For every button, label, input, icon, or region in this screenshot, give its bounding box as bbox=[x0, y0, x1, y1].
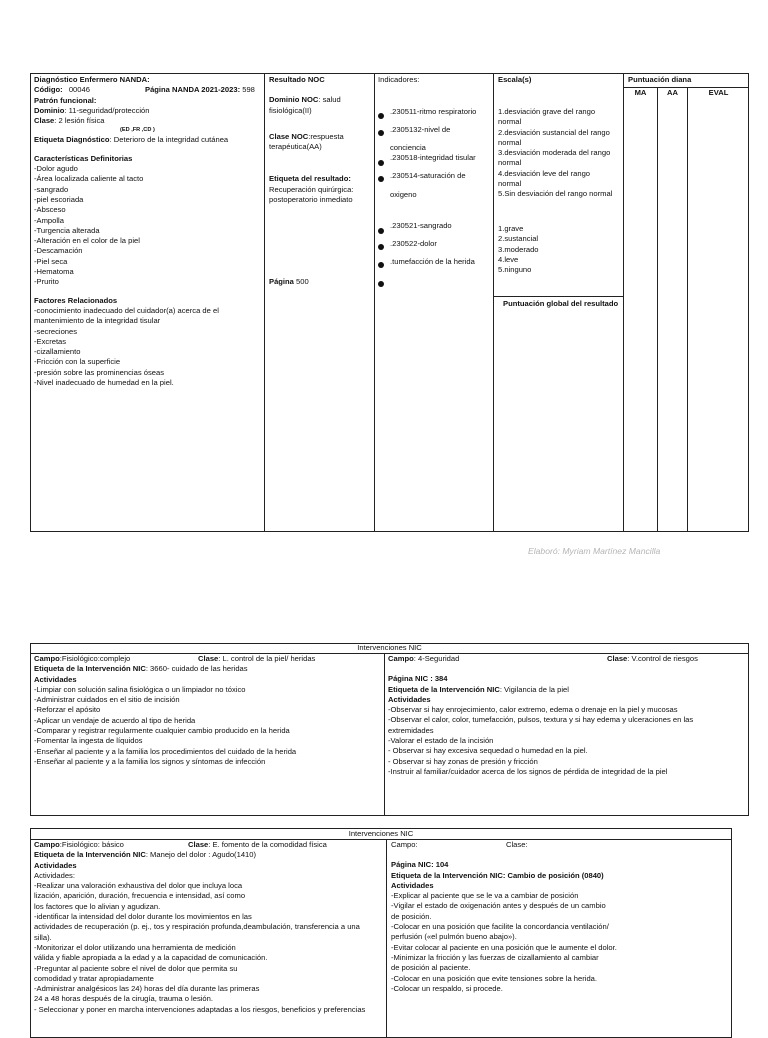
indicador-item: oxigeno bbox=[390, 190, 417, 199]
actividades-label: Actividades bbox=[388, 694, 431, 704]
caracteristica-item: -Área localizada caliente al tacto bbox=[34, 174, 144, 184]
campo-label: Campo bbox=[388, 654, 414, 663]
etiqueta-nic-label: Etiqueta de la Intervención NIC bbox=[388, 684, 500, 694]
actividad-item: de posición. bbox=[391, 911, 432, 921]
actividad-item: extremidades bbox=[388, 725, 434, 735]
actividad-item: -Colocar en una posición que facilite la concordancia ventilación/ bbox=[391, 922, 609, 932]
actividad-item: silla). bbox=[34, 932, 52, 942]
actividad-item: - Observar si hay excesiva sequedad o humedad en la piel. bbox=[388, 746, 588, 756]
actividad-item: -Preguntar al paciente sobre el nivel de dolor que permita su bbox=[34, 963, 238, 973]
etiqueta-nic-value: : Vigilancia de la piel bbox=[499, 684, 569, 694]
etiqueta-nic-value: : Manejo del dolor : Agudo(1410) bbox=[145, 850, 257, 860]
factor-item: mantenimiento de la integridad tisular bbox=[34, 316, 161, 326]
noc-pagina-value: 500 bbox=[296, 277, 309, 286]
caracteristicas-list bbox=[34, 164, 262, 288]
divider bbox=[687, 87, 688, 532]
actividad-item: -Colocar un respaldo, si procede. bbox=[391, 983, 503, 993]
actividades-list bbox=[34, 685, 382, 767]
etiqueta-diagnostico-label: Etiqueta Diagnóstico bbox=[34, 135, 110, 145]
dominio-value: : 11-seguridad/protección bbox=[64, 105, 150, 115]
patron-funcional-label: Patrón funcional: bbox=[34, 95, 97, 105]
marker: (ED ,FR ,CD ) bbox=[120, 127, 155, 134]
actividades-list bbox=[391, 891, 729, 994]
etiqueta-nic-label: Etiqueta de la Intervención NIC bbox=[34, 664, 146, 674]
dominio-noc-label: Dominio NOC bbox=[269, 95, 319, 105]
escala-item: 3.moderado bbox=[498, 244, 539, 254]
dominio-noc-value: : salud fisiológica(II) bbox=[269, 95, 341, 115]
actividad-item: -Enseñar al paciente y a la familia los procedimientos del cuidado de la herida bbox=[34, 746, 297, 756]
escala-item: 5.Sin desviación del rango normal bbox=[498, 189, 613, 199]
nic-1-right bbox=[388, 654, 746, 777]
caracteristica-item: -Descamación bbox=[34, 246, 83, 256]
nanda-section bbox=[34, 75, 262, 388]
campo-value: :Fisiológico:complejo bbox=[59, 654, 131, 663]
escala-item: normal bbox=[498, 117, 522, 127]
escala-grupo1 bbox=[498, 107, 622, 200]
actividad-item: -Evitar colocar al paciente en una posición que le aumente el dolor. bbox=[391, 942, 617, 952]
factor-item: -Nivel inadecuado de humedad en la piel. bbox=[34, 378, 174, 388]
escala-header: Escala(s) bbox=[498, 75, 532, 84]
etiqueta-diagnostico-value: : Deterioro de la integridad cutánea bbox=[109, 135, 229, 145]
aa-header: AA bbox=[667, 88, 678, 97]
escala-grupo2 bbox=[498, 224, 622, 275]
factor-item: -secreciones bbox=[34, 326, 78, 336]
actividades-list bbox=[34, 871, 384, 1015]
clase-noc-value: :respuesta terapéutica(AA) bbox=[269, 131, 344, 152]
escala-item: 4.desviación leve del rango bbox=[498, 168, 591, 178]
noc-header: Resultado NOC bbox=[269, 75, 325, 84]
actividad-item: válida y fiable apropiada a la edad y a la capacidad de comunicación. bbox=[34, 953, 268, 963]
actividad-item: -Administrar cuidados en el sitio de incisión bbox=[34, 695, 180, 705]
indicador-item: .230518-integridad tisular bbox=[390, 153, 476, 162]
campo-label: Campo bbox=[34, 840, 60, 849]
actividad-item: -Reforzar el apósito bbox=[34, 705, 101, 715]
actividad-item: -Observar el calor, color, tumefacción, pulsos, textura y si hay edema y ulceraciones en las bbox=[388, 715, 694, 725]
actividades-list bbox=[388, 705, 746, 777]
actividad-item: de posición al paciente. bbox=[391, 963, 471, 973]
actividad-item: Actividades: bbox=[34, 870, 75, 880]
factor-item: -Excretas bbox=[34, 336, 67, 346]
factores-list bbox=[34, 306, 262, 388]
factor-item: -presión sobre las prominencias óseas bbox=[34, 367, 165, 377]
actividad-item: lización, aparición, duración, frecuencia e intensidad, así como bbox=[34, 891, 246, 901]
escala-item: 4.leve bbox=[498, 254, 519, 264]
bullet bbox=[378, 160, 384, 166]
puntuacion-global-label: Puntuación global del resultado bbox=[503, 299, 619, 308]
etiqueta-nic: Etiqueta de la Intervención NIC: Cambio de posición (0840) bbox=[391, 870, 604, 880]
indicador-item: .230521-sangrado bbox=[390, 221, 452, 230]
indicador-item: conciencia bbox=[390, 143, 426, 152]
ma-header: MA bbox=[634, 88, 647, 97]
caracteristica-item: -piel escoriada bbox=[34, 194, 84, 204]
codigo-value: 00046 bbox=[68, 85, 90, 95]
pagina-nic: Página NIC: 104 bbox=[391, 860, 449, 870]
actividad-item: -identificar la intensidad del dolor durante los movimientos en las bbox=[34, 912, 252, 922]
actividad-item: -Aplicar un vendaje de acuerdo al tipo de herida bbox=[34, 715, 196, 725]
divider bbox=[386, 839, 387, 1038]
actividad-item: -Colocar en una posición que evite tensiones sobre la herida. bbox=[391, 973, 598, 983]
escala-item: 5.ninguno bbox=[498, 265, 532, 275]
escala-item: normal bbox=[498, 137, 522, 147]
escala-item: 1.desviación grave del rango bbox=[498, 107, 596, 116]
eval-header: EVAL bbox=[708, 88, 729, 97]
caracteristica-item: -Prurito bbox=[34, 277, 59, 287]
actividad-item: -Realizar una valoración exhaustiva del dolor que incluya loca bbox=[34, 881, 243, 891]
elaboro-note: Elaboró: Myriam Martínez Mancilla bbox=[528, 546, 661, 556]
actividad-item: -Vigilar el estado de oxigenación antes y después de un cambio bbox=[391, 901, 606, 911]
caracteristica-item: -Turgencia alterada bbox=[34, 225, 100, 235]
actividad-item: -Monitorizar el dolor utilizando una herramienta de medición bbox=[34, 942, 236, 952]
clase-label: Clase bbox=[607, 654, 628, 663]
actividad-item: -Minimizar la fricción y las fuerzas de cizallamiento al cambiar bbox=[391, 952, 599, 962]
clase-label: Clase bbox=[34, 116, 55, 126]
caracteristica-item: -Hematoma bbox=[34, 267, 74, 277]
divider bbox=[657, 87, 658, 532]
pagina-nanda-value: 598 bbox=[242, 85, 255, 95]
clase-label: Clase bbox=[198, 654, 219, 663]
caracteristica-item: -Piel seca bbox=[34, 256, 68, 266]
indicador-item: .tumefacción de la herida bbox=[390, 257, 475, 266]
actividad-item: -Explicar al paciente que se le va a cambiar de posición bbox=[391, 891, 579, 901]
divider bbox=[623, 73, 624, 532]
actividad-item: -Observar si hay enrojecimiento, calor extremo, edema o drenaje en la piel y mucosas bbox=[388, 705, 678, 715]
etiqueta-nic-value: : 3660- cuidado de las heridas bbox=[145, 664, 248, 674]
clase-noc-label: Clase NOC bbox=[269, 131, 309, 141]
caracteristica-item: -sangrado bbox=[34, 184, 69, 194]
campo-label: Campo: bbox=[391, 840, 418, 849]
factores-label: Factores Relacionados bbox=[34, 295, 118, 305]
puntuacion-diana-header: Puntuación diana bbox=[628, 75, 692, 84]
indicador-item: .230514-saturación de bbox=[390, 171, 466, 180]
clase-value: : L. control de la piel/ heridas bbox=[218, 654, 316, 663]
nic-1-title: Intervenciones NIC bbox=[357, 643, 422, 652]
bullet bbox=[378, 130, 384, 136]
actividades-label: Actividades bbox=[34, 674, 77, 684]
escala-item: normal bbox=[498, 158, 522, 168]
noc-pagina-label: Página bbox=[269, 277, 294, 286]
nic-2-title: Intervenciones NIC bbox=[348, 829, 414, 838]
actividad-item: -Valorar el estado de la incisión bbox=[388, 736, 494, 746]
divider bbox=[493, 296, 623, 297]
caracteristica-item: -Ampolla bbox=[34, 215, 64, 225]
campo-value: : 4-Seguridad bbox=[413, 654, 460, 663]
clase-label: Clase: bbox=[506, 840, 528, 849]
escala-item: 2.sustancial bbox=[498, 234, 539, 244]
clase-value: : 2 lesión física bbox=[54, 116, 105, 126]
actividad-item: -Limpiar con solución salina fisiológica o un limpiador no tóxico bbox=[34, 684, 246, 694]
actividades-label: Actividades bbox=[34, 860, 77, 870]
caracteristica-item: -Dolor agudo bbox=[34, 164, 78, 174]
bullet bbox=[378, 281, 384, 287]
escala-item: 2.desviación sustancial del rango bbox=[498, 127, 610, 137]
caracteristica-item: -Alteración en el color de la piel bbox=[34, 236, 140, 246]
escala-item: normal bbox=[498, 179, 522, 189]
actividad-item: -Administrar analgésicos las 24) horas del día durante las primeras bbox=[34, 984, 260, 994]
indicadores-header: Indicadores: bbox=[378, 75, 420, 84]
bullet bbox=[378, 113, 384, 119]
divider bbox=[384, 653, 385, 816]
escala-item: 1.grave bbox=[498, 224, 524, 233]
bullet bbox=[378, 244, 384, 250]
nic-2-left bbox=[34, 840, 384, 1015]
divider bbox=[374, 73, 375, 532]
divider bbox=[493, 73, 494, 532]
factor-item: -cizallamiento bbox=[34, 347, 81, 357]
indicador-item: .230511-ritmo respiratorio bbox=[390, 107, 477, 116]
noc-section bbox=[269, 75, 372, 205]
actividad-item: - Observar si hay zonas de presión y fricción bbox=[388, 756, 538, 766]
etiqueta-nic-label: Etiqueta de la Intervención NIC bbox=[34, 850, 146, 860]
bullet bbox=[378, 262, 384, 268]
actividad-item: los factores que lo alivian y agudizan. bbox=[34, 901, 161, 911]
actividad-item: actividades de recuperación (p. ej., tos y respiración profunda,deambulación, transferencia a una bbox=[34, 922, 360, 932]
actividad-item: - Seleccionar y poner en marcha intervenciones adaptadas a los riesgos, beneficios y preferencias bbox=[34, 1004, 366, 1014]
indicador-item: .2305132-nivel de bbox=[390, 125, 451, 134]
etiqueta-resultado-value: Recuperación quirúrgica: postoperatorio inmediato bbox=[269, 184, 354, 205]
campo-value: :Fisiológico: básico bbox=[59, 840, 124, 849]
caracteristica-item: -Absceso bbox=[34, 205, 66, 215]
actividad-item: comodidad y tratar apropiadamente bbox=[34, 973, 154, 983]
dominio-label: Dominio bbox=[34, 105, 65, 115]
pagina-nanda-label: Página NANDA 2021-2023: bbox=[145, 85, 241, 95]
divider bbox=[264, 73, 265, 532]
campo-label: Campo bbox=[34, 654, 60, 663]
actividad-item: 24 a 48 horas después de la cirugía, trauma o lesión. bbox=[34, 994, 213, 1004]
bullet bbox=[378, 176, 384, 182]
nic-1-left bbox=[34, 654, 382, 767]
pagina-nic: Página NIC : 384 bbox=[388, 674, 448, 684]
actividad-item: -Fomentar la ingesta de líquidos bbox=[34, 736, 143, 746]
actividad-item: -Comparar y registrar regularmente cualquier cambio producido en la herida bbox=[34, 726, 290, 736]
etiqueta-resultado-label: Etiqueta del resultado: bbox=[269, 174, 351, 184]
actividades-label: Actividades bbox=[391, 880, 434, 890]
caracteristicas-label: Características Definitorias bbox=[34, 153, 133, 163]
nanda-title: Diagnóstico Enfermero NANDA: bbox=[34, 75, 150, 84]
bullet bbox=[378, 228, 384, 234]
escala-item: 3.desviación moderada del rango bbox=[498, 148, 611, 158]
codigo-label: Código: bbox=[34, 85, 63, 95]
clase-label: Clase bbox=[188, 840, 209, 849]
actividad-item: -Instruir al familiar/cuidador acerca de los signos de pérdida de integridad de la piel bbox=[388, 766, 668, 776]
nic-2-right bbox=[391, 840, 729, 994]
actividad-item: -Enseñar al paciente y a la familia los signos y síntomas de infección bbox=[34, 756, 266, 766]
factor-item: -Fricción con la superficie bbox=[34, 357, 121, 367]
factor-item: -conocimiento inadecuado del cuidador(a) acerca de el bbox=[34, 305, 219, 315]
indicador-item: .230522-dolor bbox=[390, 239, 437, 248]
noc-pagina bbox=[269, 277, 309, 287]
clase-value: : V.control de riesgos bbox=[627, 654, 698, 663]
clase-value: : E. fomento de la comodidad física bbox=[208, 840, 327, 849]
actividad-item: perfusión («el pulmón bueno abajo»). bbox=[391, 932, 517, 942]
